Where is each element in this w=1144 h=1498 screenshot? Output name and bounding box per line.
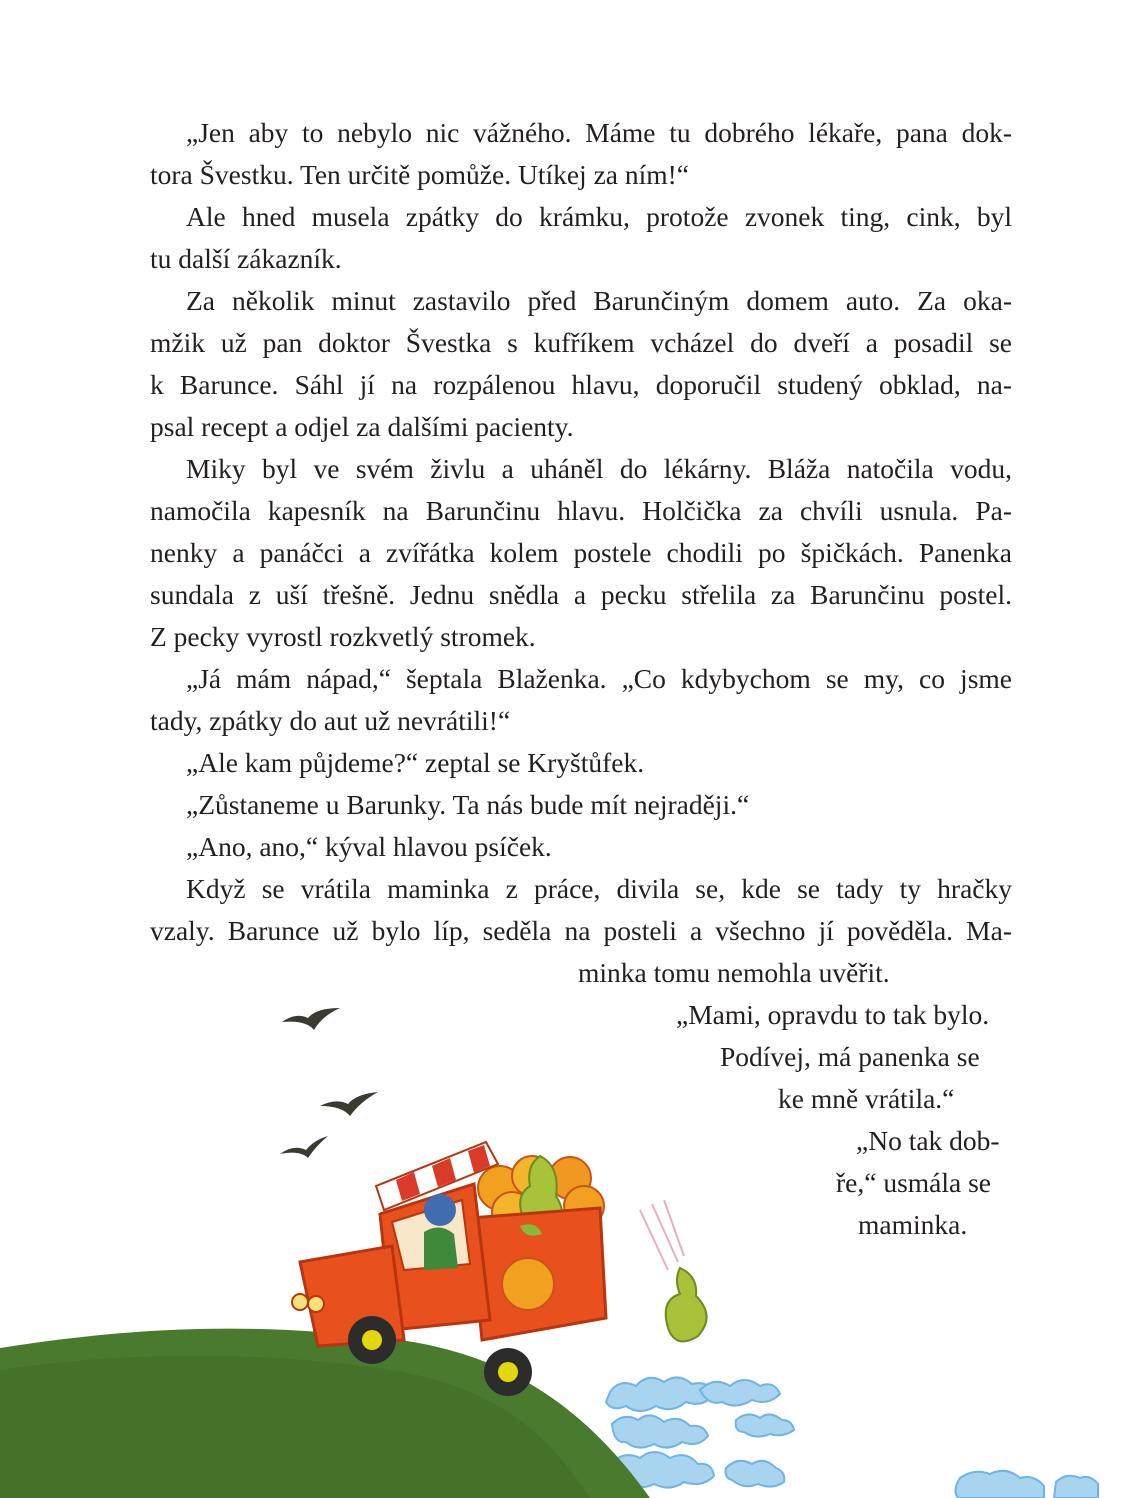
flying-pear-icon	[640, 1200, 707, 1341]
story-line: sundala z uší třešně. Jednu snědla a pecku střelila za Barunčinu postel.	[150, 579, 1012, 610]
story-line: Ale hned musela zpátky do krámku, protože zvonek ting, cink, byl	[186, 201, 1012, 232]
story-line: Podívej, má panenka se	[720, 1041, 980, 1072]
story-line: maminka.	[858, 1209, 968, 1240]
story-line: Miky byl ve svém živlu a uháněl do lékárny. Bláža natočila vodu,	[186, 453, 1012, 484]
story-line: Za několik minut zastavilo před Barunčiným domem auto. Za oka-	[186, 285, 1012, 316]
story-line: „Jen aby to nebylo nic vážného. Máme tu dobrého lékaře, pana dok-	[186, 117, 1012, 148]
story-line: „Zůstaneme u Barunky. Ta nás bude mít nejraději.“	[186, 789, 750, 820]
story-line: „No tak dob-	[856, 1125, 1000, 1156]
story-line: psal recept a odjel za dalšími pacienty.	[150, 411, 574, 442]
story-line: ře,“ usmála se	[836, 1167, 991, 1198]
story-line: mžik už pan doktor Švestka s kufříkem vcházel do dveří a posadil se	[150, 327, 1012, 358]
story-line: tora Švestku. Ten určitě pomůže. Utíkej za ním!“	[150, 159, 690, 190]
story-line: Když se vrátila maminka z práce, divila se, kde se tady ty hračky	[186, 873, 1012, 904]
story-line: vzaly. Barunce už bylo líp, seděla na posteli a všechno jí pověděla. Ma-	[150, 915, 1012, 946]
bird-icon	[280, 1008, 378, 1158]
story-line: ke mně vrátila.“	[778, 1083, 955, 1114]
story-line: „Ale kam půjdeme?“ zeptal se Kryštůfek.	[186, 747, 645, 778]
story-line: namočila kapesník na Barunčinu hlavu. Holčička za chvíli usnula. Pa-	[150, 495, 1012, 526]
story-line: „Ano, ano,“ kýval hlavou psíček.	[186, 831, 552, 862]
cloud-puffs	[606, 1377, 1098, 1498]
story-line: „Já mám nápad,“ šeptala Blaženka. „Co kdybychom se my, co jsme	[186, 663, 1012, 694]
story-line: tu další zákazník.	[150, 243, 342, 274]
story-line: tady, zpátky do aut už nevrátili!“	[150, 705, 511, 736]
story-line: minka tomu nemohla uvěřit.	[578, 957, 890, 988]
story-line: „Mami, opravdu to tak bylo.	[676, 999, 990, 1030]
story-line: nenky a panáčci a zvířátka kolem postele chodili po špičkách. Panenka	[150, 537, 1012, 568]
story-line: Z pecky vyrostl rozkvetlý stromek.	[150, 621, 536, 652]
story-line: k Barunce. Sáhl jí na rozpálenou hlavu, doporučil studený obklad, na-	[150, 369, 1012, 400]
